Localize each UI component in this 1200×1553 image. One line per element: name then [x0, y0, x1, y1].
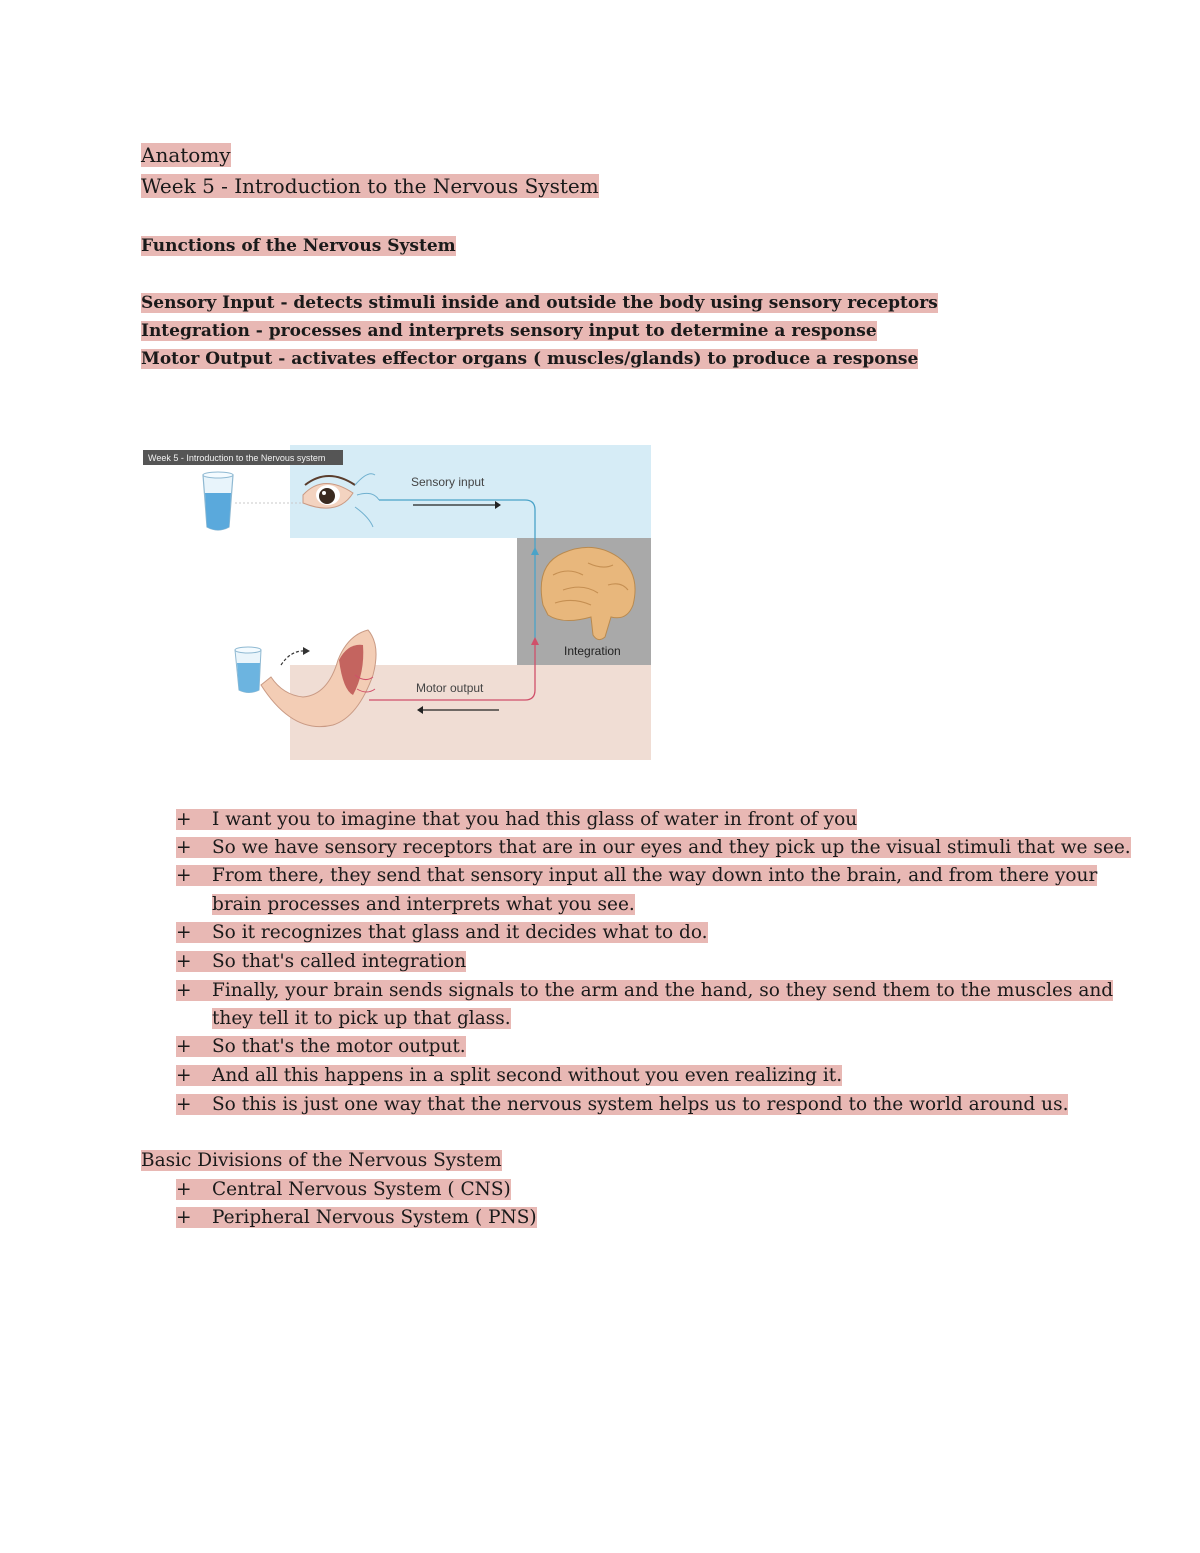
lift-motion-arrowhead	[303, 647, 310, 655]
caption-tag: Week 5 - Introduction to the Nervous system	[148, 453, 326, 463]
division-item-cns: + Central Nervous System ( CNS)	[176, 1179, 511, 1200]
explanation-item-7: + So that's the motor output.	[176, 1036, 466, 1057]
function-sensory: Sensory Input - detects stimuli inside and outside the body using sensory receptors	[141, 293, 938, 313]
integration-label: Integration	[564, 644, 621, 658]
divisions-heading: Basic Divisions of the Nervous System	[141, 1150, 502, 1171]
explanation-item-6: + Finally, your brain sends signals to the arm and the hand, so they send them to the muscles and	[176, 980, 1114, 1001]
functions-heading: Functions of the Nervous System	[141, 236, 456, 256]
sensory-input-label: Sensory input	[411, 475, 485, 489]
week-title: Week 5 - Introduction to the Nervous System	[141, 174, 599, 198]
course-title: Anatomy	[141, 143, 231, 167]
explanation-item-3: + From there, they send that sensory input all the way down into the brain, and from there your	[176, 865, 1098, 886]
held-glass-icon	[235, 647, 261, 693]
explanation-item-1: + I want you to imagine that you had this glass of water in front of you	[176, 809, 858, 830]
water-glass-icon	[203, 472, 233, 530]
lift-motion-arrow	[281, 651, 305, 665]
explanation-item-2: + So we have sensory receptors that are in our eyes and they pick up the visual stimuli that we see.	[176, 837, 1131, 858]
division-item-pns: + Peripheral Nervous System ( PNS)	[176, 1207, 537, 1228]
explanation-item-3-cont: brain processes and interprets what you see.	[212, 894, 635, 915]
explanation-item-6-cont: they tell it to pick up that glass.	[212, 1008, 511, 1029]
diagram-svg	[143, 445, 651, 760]
explanation-item-9: + So this is just one way that the nervous system helps us to respond to the world around us.	[176, 1094, 1069, 1115]
explanation-item-5: + So that's called integration	[176, 951, 467, 972]
explanation-item-8: + And all this happens in a split second without you even realizing it.	[176, 1065, 843, 1086]
function-motor: Motor Output - activates effector organs ( muscles/glands) to produce a response	[141, 349, 919, 369]
explanation-item-4: + So it recognizes that glass and it decides what to do.	[176, 922, 708, 943]
function-integration: Integration - processes and interprets sensory input to determine a response	[141, 321, 877, 341]
motor-output-label: Motor output	[416, 681, 484, 695]
nervous-system-diagram	[143, 445, 651, 760]
